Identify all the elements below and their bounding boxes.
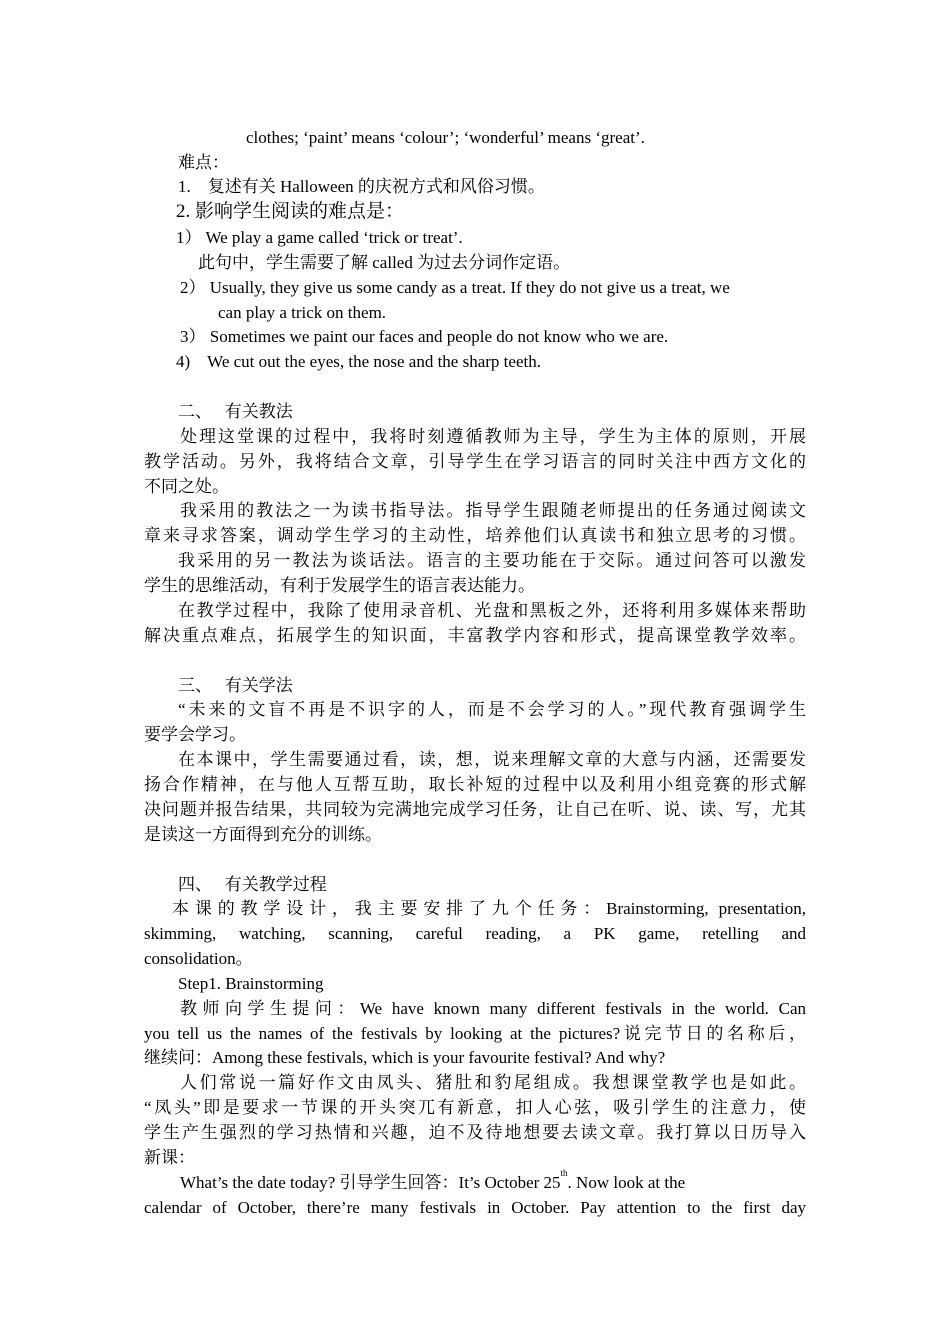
text-line: can play a trick on them.	[218, 303, 387, 322]
section-heading-teaching-process: 四、 有关教学过程	[178, 875, 327, 894]
text-line: 教师向学生提问：We have known many different festivals in the world. Can	[180, 999, 806, 1018]
text-line: 4) We cut out the eyes, the nose and the sharp teeth.	[176, 352, 541, 371]
text-line: 新课：	[144, 1148, 195, 1167]
text-line: clothes; ‘paint’ means ‘colour’; ‘wonderful’ means ‘great’.	[246, 128, 645, 147]
step-heading: Step1. Brainstorming	[178, 974, 324, 993]
text-line: 是读这一方面得到充分的训练。	[144, 825, 382, 844]
text-line: 不同之处。	[144, 477, 229, 496]
text-line: consolidation。	[144, 949, 253, 968]
text-line: 学生的思维活动，有利于发展学生的语言表达能力。	[144, 576, 535, 595]
text-line: 解决重点难点，拓展学生的知识面，丰富教学内容和形式，提高课堂教学效率。	[144, 626, 806, 645]
text-line: calendar of October, there’re many festivals in October. Pay attention to the first day	[144, 1198, 806, 1217]
text-line	[144, 1168, 806, 1193]
text-line: 处理这堂课的过程中，我将时刻遵循教师为主导，学生为主体的原则，开展	[180, 427, 806, 446]
text-line: 2. 影响学生阅读的难点是：	[176, 201, 405, 222]
text-line: 此句中，学生需要了解 called 为过去分词作定语。	[198, 253, 571, 272]
text-line: 人们常说一篇好作文由凤头、猪肚和豹尾组成。我想课堂教学也是如此。	[180, 1073, 806, 1092]
text-line: 学生产生强烈的学习热情和兴趣，迫不及待地想要去读文章。我打算以日历导入	[144, 1123, 806, 1142]
text-line: 扬合作精神，在与他人互帮互助，取长补短的过程中以及利用小组竞赛的形式解	[144, 775, 806, 794]
text-line: 在本课中，学生需要通过看，读，想，说来理解文章的大意与内涵，还需要发	[178, 750, 806, 769]
text-line: “未来的文盲不再是不识字的人，而是不会学习的人。”现代教育强调学生	[178, 700, 806, 719]
text-line: 本课的教学设计，我主要安排了九个任务：Brainstorming, presentation,	[172, 899, 806, 918]
text-line: 教学活动。另外，我将结合文章，引导学生在学习语言的同时关注中西方文化的	[144, 452, 806, 471]
section-heading-teaching-method: 二、 有关教法	[178, 402, 293, 421]
text-line: 我采用的教法之一为读书指导法。指导学生跟随老师提出的任务通过阅读文	[180, 501, 806, 520]
text-line: 1. 复述有关 Halloween 的庆祝方式和风俗习惯。	[178, 177, 545, 196]
text-line: you tell us the names of the festivals by looking at the pictures?说完节日的名称后，	[144, 1024, 806, 1043]
text-line: 3） Sometimes we paint our faces and people do not know who we are.	[180, 327, 669, 346]
text-line: 2） Usually, they give us some candy as a treat. If they do not give us a treat, we	[180, 278, 730, 297]
text-span: What’s the date today? 引导学生回答：It’s October 25	[180, 1173, 561, 1192]
text-line: 我采用的另一教法为谈话法。语言的主要功能在于交际。通过问答可以激发	[178, 551, 806, 570]
text-line: 继续问：Among these festivals, which is your favourite festival? And why?	[144, 1048, 666, 1067]
section-heading-learning-method: 三、 有关学法	[178, 676, 293, 695]
text-line: 决问题并报告结果，共同较为完满地完成学习任务，让自己在听、说、读、写，尤其	[144, 800, 806, 819]
text-line: skimming, watching, scanning, careful reading, a PK game, retelling and	[144, 924, 806, 943]
text-line: 1） We play a game called ‘trick or treat’.	[176, 228, 463, 247]
difficulties-heading: 难点：	[178, 153, 229, 172]
text-line: “凤头”即是要求一节课的开头突兀有新意，扣人心弦，吸引学生的注意力，使	[144, 1098, 806, 1117]
text-span: . Now look at the	[567, 1173, 686, 1192]
text-line: 章来寻求答案，调动学生学习的主动性，培养他们认真读书和独立思考的习惯。	[144, 526, 806, 545]
superscript: th	[560, 1168, 568, 1178]
text-line: 在教学过程中，我除了使用录音机、光盘和黑板之外，还将利用多媒体来帮助	[178, 601, 806, 620]
text-line: 要学会学习。	[144, 725, 246, 744]
